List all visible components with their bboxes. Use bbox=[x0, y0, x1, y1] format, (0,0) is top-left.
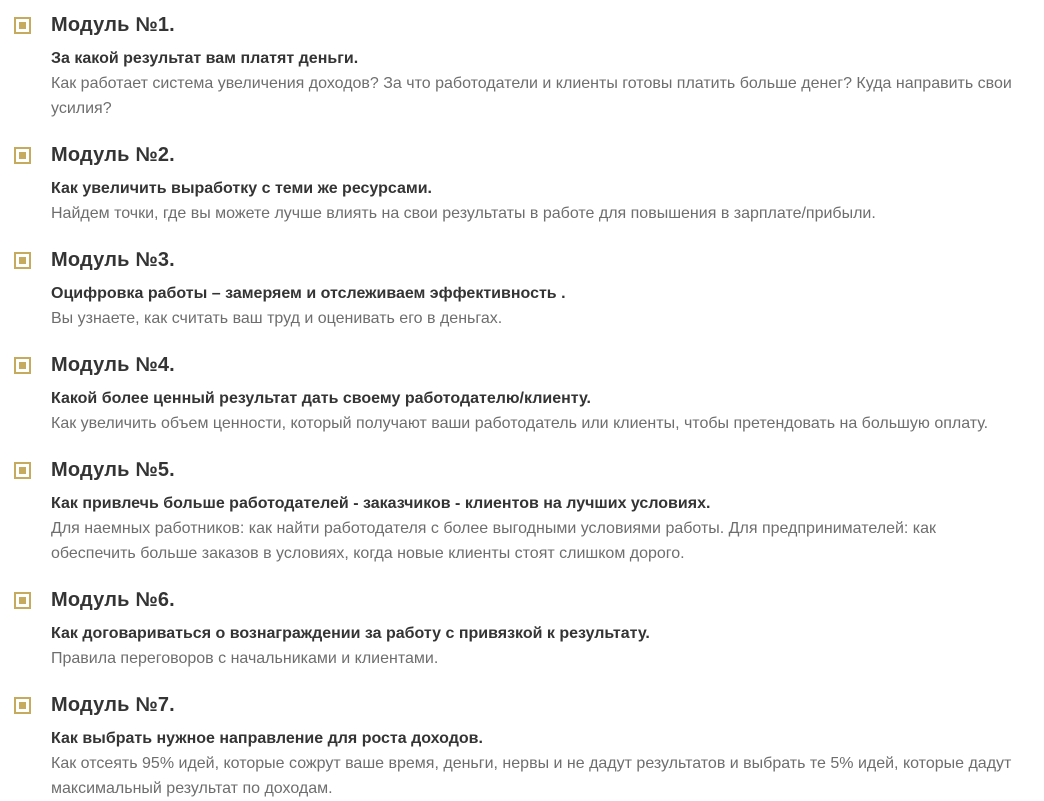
module-text-block bbox=[51, 693, 1020, 801]
module-subtitle: Как увеличить выработку с теми же ресурсами. bbox=[51, 180, 432, 197]
module-text-block bbox=[51, 143, 1020, 226]
square-bullet-icon bbox=[14, 462, 31, 479]
module-text-block bbox=[51, 248, 1020, 331]
square-bullet-inner-icon bbox=[19, 597, 26, 604]
square-bullet-icon bbox=[14, 252, 31, 269]
module-text-block bbox=[51, 458, 1020, 566]
square-bullet-icon bbox=[14, 357, 31, 374]
square-bullet-inner-icon bbox=[19, 467, 26, 474]
module-item-4 bbox=[14, 353, 1020, 436]
module-description: Для наемных работников: как найти работодателя с более выгодными условиями работы. Для предпринимателей: как обеспечить больше заказов в условиях, когда новые клиенты стоят слишком дорого. bbox=[51, 520, 937, 562]
module-subtitle: Как выбрать нужное направление для роста доходов. bbox=[51, 730, 483, 747]
module-subtitle: Как договариваться о вознаграждении за работу с привязкой к результату. bbox=[51, 625, 650, 642]
module-description: Как работает система увеличения доходов? За что работодатели и клиенты готовы платить больше денег? Куда направить свои усилия? bbox=[51, 75, 1012, 117]
module-title: Модуль №5. bbox=[51, 459, 175, 481]
module-description: Вы узнаете, как считать ваш труд и оценивать его в деньгах. bbox=[51, 310, 503, 327]
module-text-block bbox=[51, 353, 1020, 436]
module-title: Модуль №6. bbox=[51, 589, 175, 611]
module-subtitle: Как привлечь больше работодателей - заказчиков - клиентов на лучших условиях. bbox=[51, 495, 711, 512]
module-title: Модуль №7. bbox=[51, 694, 175, 716]
module-description: Как отсеять 95% идей, которые сожрут ваше время, деньги, нервы и не дадут результатов и выбрать те 5% идей, которые дадут максимальный результат по доходам. bbox=[51, 755, 1012, 797]
module-subtitle: Какой более ценный результат дать своему работодателю/клиенту. bbox=[51, 390, 591, 407]
module-text-block bbox=[51, 13, 1020, 121]
module-description: Как увеличить объем ценности, который получают ваши работодатель или клиенты, чтобы претендовать на большую оплату. bbox=[51, 415, 989, 432]
square-bullet-inner-icon bbox=[19, 22, 26, 29]
square-bullet-icon bbox=[14, 592, 31, 609]
module-item-1 bbox=[14, 13, 1020, 121]
module-subtitle: Оцифровка работы – замеряем и отслеживаем эффективность . bbox=[51, 285, 566, 302]
square-bullet-inner-icon bbox=[19, 362, 26, 369]
module-item-7 bbox=[14, 693, 1020, 801]
square-bullet-icon bbox=[14, 147, 31, 164]
module-title: Модуль №4. bbox=[51, 354, 175, 376]
module-item-5 bbox=[14, 458, 1020, 566]
square-bullet-inner-icon bbox=[19, 702, 26, 709]
module-title: Модуль №3. bbox=[51, 249, 175, 271]
square-bullet-icon bbox=[14, 17, 31, 34]
module-item-6 bbox=[14, 588, 1020, 671]
module-subtitle: За какой результат вам платят деньги. bbox=[51, 50, 359, 67]
module-title: Модуль №1. bbox=[51, 14, 175, 36]
module-description: Правила переговоров с начальниками и клиентами. bbox=[51, 650, 439, 667]
module-item-3 bbox=[14, 248, 1020, 331]
module-text-block bbox=[51, 588, 1020, 671]
square-bullet-icon bbox=[14, 697, 31, 714]
square-bullet-inner-icon bbox=[19, 152, 26, 159]
module-title: Модуль №2. bbox=[51, 144, 175, 166]
square-bullet-inner-icon bbox=[19, 257, 26, 264]
module-description: Найдем точки, где вы можете лучше влиять на свои результаты в работе для повышения в зарплате/прибыли. bbox=[51, 205, 876, 222]
module-item-2 bbox=[14, 143, 1020, 226]
